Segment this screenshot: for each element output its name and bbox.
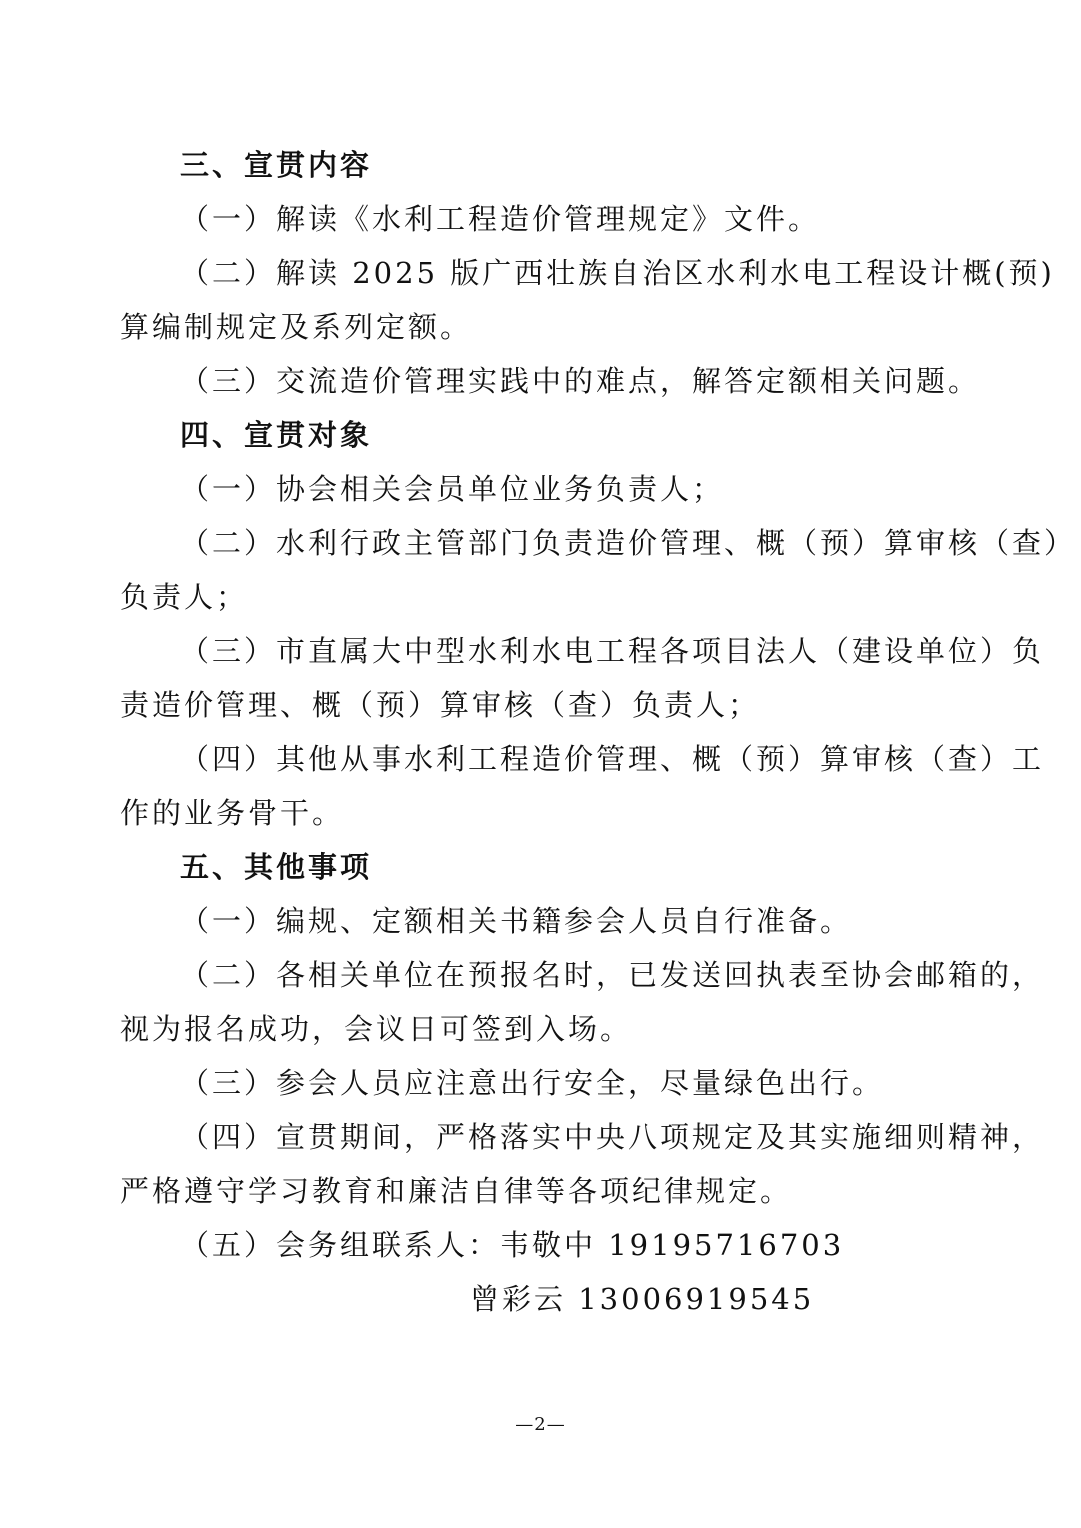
paragraph-continuation: 负责人；: [120, 580, 249, 614]
paragraph: （一）解读《水利工程造价管理规定》文件。: [180, 202, 821, 236]
page-number: —2—: [515, 1414, 566, 1435]
paragraph: （二）解读 2025 版广西壮族自治区水利水电工程设计概(预): [180, 256, 1055, 290]
paragraph-continuation: 视为报名成功，会议日可签到入场。: [120, 1012, 633, 1046]
contact-line: （五）会务组联系人：韦敬中 19195716703: [180, 1228, 845, 1262]
paragraph-continuation: 算编制规定及系列定额。: [120, 310, 473, 344]
paragraph: （三）市直属大中型水利水电工程各项目法人（建设单位）负: [180, 634, 1045, 668]
contact-line-secondary: 曾彩云 13006919545: [470, 1282, 815, 1316]
paragraph: （四）宣贯期间，严格落实中央八项规定及其实施细则精神，: [180, 1120, 1045, 1154]
paragraph: （一）协会相关会员单位业务负责人；: [180, 472, 725, 506]
paragraph: （三）参会人员应注意出行安全，尽量绿色出行。: [180, 1066, 885, 1100]
paragraph: （二）水利行政主管部门负责造价管理、概（预）算审核（查）: [180, 526, 1077, 560]
document-body: [120, 138, 1077, 1326]
paragraph: （四）其他从事水利工程造价管理、概（预）算审核（查）工: [180, 742, 1045, 776]
paragraph-continuation: 作的业务骨干。: [120, 796, 345, 830]
paragraph-continuation: 责造价管理、概（预）算审核（查）负责人；: [120, 688, 761, 722]
paragraph: （二）各相关单位在预报名时，已发送回执表至协会邮箱的，: [180, 958, 1045, 992]
paragraph-continuation: 严格遵守学习教育和廉洁自律等各项纪律规定。: [120, 1174, 793, 1208]
section-heading-audience: 四、宣贯对象: [180, 418, 373, 452]
section-heading-content: 三、宣贯内容: [180, 148, 373, 182]
paragraph: （一）编规、定额相关书籍参会人员自行准备。: [180, 904, 853, 938]
section-heading-other-matters: 五、其他事项: [180, 850, 373, 884]
paragraph: （三）交流造价管理实践中的难点，解答定额相关问题。: [180, 364, 981, 398]
